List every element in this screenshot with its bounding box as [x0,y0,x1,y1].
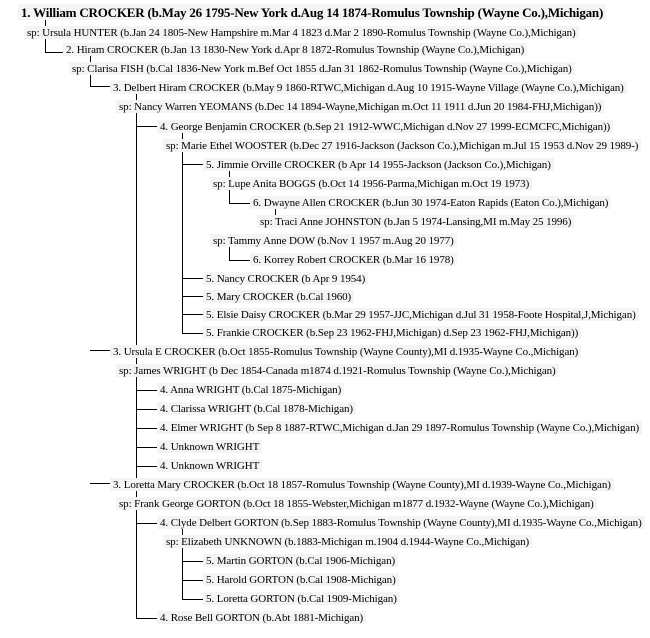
person-entry: 5. Loretta GORTON (b.Cal 1909-Michigan) [203,592,400,605]
person-entry: 5. Martin GORTON (b.Cal 1906-Michigan) [203,554,398,567]
person-entry: 1. William CROCKER (b.May 26 1795-New York d.Aug 14 1874-Romulus Township (Wayne Co.),Michigan) [18,4,606,20]
person-entry: 4. Elmer WRIGHT (b Sep 8 1887-RTWC,Michigan d.Jan 29 1897-Romulus Township (Wayne Co.),Michigan) [157,421,642,434]
person-entry: 4. George Benjamin CROCKER (b.Sep 21 1912-WWC,Michigan d.Nov 27 1999-ECMCFC,Michigan)) [157,120,613,133]
person-entry: 4. Unknown WRIGHT [157,440,262,453]
connector-horizontal-to-jimmie [182,164,203,165]
person-entry: 3. Delbert Hiram CROCKER (b.May 9 1860-RTWC,Michigan d.Aug 10 1915-Wayne Village (Wayne Co.),Michigan) [110,81,627,94]
person-entry: 4. Unknown WRIGHT [157,459,262,472]
connector-vertical-gen5-jimmie-trunk [182,146,183,333]
spouse-entry: sp: Clarisa FISH (b.Cal 1836-New York m.Bef Oct 1855 d.Jan 31 1862-Romulus Township (Wayne Co.),Michigan) [69,62,575,75]
person-entry: 4. Anna WRIGHT (b.Cal 1875-Michigan) [157,383,344,396]
person-entry: 4. Clarissa WRIGHT (b.Cal 1878-Michigan) [157,402,356,415]
person-entry: 2. Hiram CROCKER (b.Jan 13 1830-New York d.Apr 8 1872-Romulus Township (Wayne Co.),Michigan) [63,43,527,56]
connector-horizontal-to-martin [182,561,203,562]
connector-horizontal-to-korrey [229,260,250,261]
person-entry: 5. Elsie Daisy CROCKER (b.Mar 29 1957-JJC,Michigan d.Jul 31 1958-Foote Hospital,J,Michigan) [203,308,639,321]
connector-horizontal-to-nancy [182,278,203,279]
connector-horizontal-to-george [136,126,157,127]
connector-horizontal-to-harold [182,580,203,581]
connector-horizontal-to-loretta-mary [90,483,110,484]
person-entry: 5. Jimmie Orville CROCKER (b Apr 14 1955-Jackson (Jackson Co.),Michigan) [203,158,554,171]
connector-horizontal-to-loretta-gorton [182,599,203,600]
connector-horizontal-to-elmer [136,428,157,429]
connector-vertical-gen5-gorton-trunk [182,543,183,599]
connector-horizontal-to-elsie [182,314,203,315]
connector-horizontal-to-clyde [136,523,157,524]
person-entry: 6. Dwayne Allen CROCKER (b.Jun 30 1974-Eaton Rapids (Eaton Co.),Michigan) [250,196,611,209]
person-entry: 3. Loretta Mary CROCKER (b.Oct 18 1857-Romulus Township (Wayne County),MI d.1939-Wayne Co.,Michigan) [110,478,614,491]
person-entry: 4. Clyde Delbert GORTON (b.Sep 1883-Romulus Township (Wayne County),MI d.1935-Wayne Co.,Michigan) [157,516,645,529]
connector-horizontal-to-unknown-2 [136,466,157,467]
spouse-entry: sp: Marie Ethel WOOSTER (b.Dec 27 1916-Jackson (Jackson Co.),Michigan m.Jul 15 1953 d.Nov 29 1989-) [163,139,641,152]
connector-horizontal-to-anna [136,390,157,391]
person-entry: 5. Harold GORTON (b.Cal 1908-Michigan) [203,573,399,586]
spouse-entry: sp: Ursula HUNTER (b.Jan 24 1805-New Hampshire m.Mar 4 1823 d.Mar 2 1890-Romulus Township (Wayne Co.),Michigan) [24,26,579,39]
person-entry: 5. Mary CROCKER (b.Cal 1960) [203,290,354,303]
connector-horizontal-to-clarissa [136,409,157,410]
person-entry: 6. Korrey Robert CROCKER (b.Mar 16 1978) [250,253,457,266]
spouse-entry: sp: Lupe Anita BOGGS (b.Oct 14 1956-Parma,Michigan m.Oct 19 1973) [210,177,532,190]
spouse-entry: sp: Traci Anne JOHNSTON (b.Jan 5 1974-Lansing,MI m.May 25 1996) [257,215,574,228]
spouse-entry: sp: James WRIGHT (b Dec 1854-Canada m1874 d.1921-Romulus Township (Wayne Co.),Michigan) [116,364,559,377]
person-entry: 4. Rose Bell GORTON (b.Abt 1881-Michigan) [157,611,366,624]
connector-horizontal-to-dwayne [229,203,250,204]
connector-horizontal-to-unknown-1 [136,447,157,448]
connector-horizontal-to-delbert [90,86,110,87]
spouse-entry: sp: Tammy Anne DOW (b.Nov 1 1957 m.Aug 20 1977) [210,234,457,247]
person-entry: 3. Ursula E CROCKER (b.Oct 1855-Romulus Township (Wayne County),MI d.1935-Wayne Co.,Michigan) [110,345,581,358]
person-entry: 5. Frankie CROCKER (b.Sep 23 1962-FHJ,Michigan) d.Sep 23 1962-FHJ,Michigan)) [203,326,581,339]
connector-vertical-gen4-wright-trunk [136,372,137,466]
connector-horizontal-to-mary [182,296,203,297]
spouse-entry: sp: Frank George GORTON (b.Oct 18 1855-Webster,Michigan m1877 d.1932-Wayne (Wayne Co.),Michigan) [116,497,597,510]
connector-vertical-gen4-gorton-trunk [136,505,137,618]
connector-horizontal-to-rose-bell [136,618,157,619]
spouse-entry: sp: Nancy Warren YEOMANS (b.Dec 14 1894-Wayne,Michigan m.Oct 11 1911 d.Jun 20 1984-FHJ,Michigan)) [116,100,604,113]
connector-horizontal-to-hiram [45,52,63,53]
connector-horizontal-to-ursula-e [90,350,110,351]
spouse-entry: sp: Elizabeth UNKNOWN (b.1883-Michigan m.1904 d.1944-Wayne Co.,Michigan) [163,535,532,548]
connector-horizontal-to-frankie [182,333,203,334]
person-entry: 5. Nancy CROCKER (b Apr 9 1954) [203,272,368,285]
